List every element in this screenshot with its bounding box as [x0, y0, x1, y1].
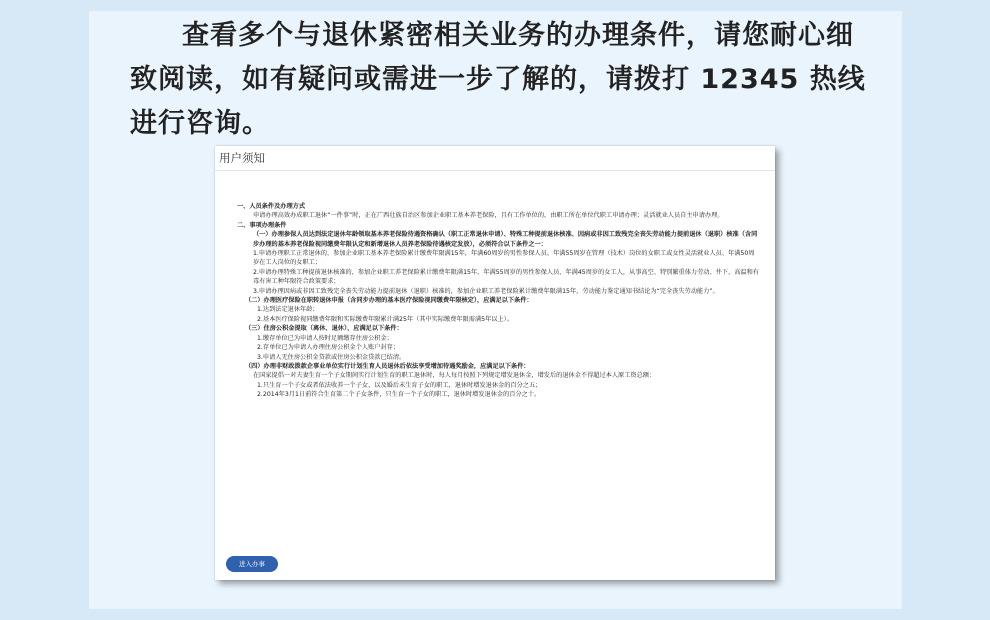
notice-paragraph: 1.只生育一个子女或者依法收养一个子女，以及婚后未生育子女的职工，退休时增发退休金的百分之五； — [257, 381, 542, 389]
notice-paragraph: 在国家提倡一对夫妻生育一个子女期间实行计划生育的职工退休时，每人每月按照下列规定增发退休金，增发后的退休金不得超过本人原工资总额： — [253, 372, 656, 380]
notice-paragraph: 3.申请人无住房公积金贷款或住房公积金贷款已结清。 — [257, 353, 406, 361]
notice-paragraph: 2.2014年3月1日前符合生育第二个子女条件，只生育一个子女的职工，退休时增发退休金的百分之十。 — [257, 391, 541, 399]
notice-paragraph: （四）办理非财政拨款企事业单位实行计划生育人员退休后依法享受增加待遇奖励金，应满足以下条件： — [245, 362, 530, 370]
notice-paragraph: 2.存单位已为申请人办理住房公积金个人账户封存； — [257, 344, 400, 352]
headline-body: 查看多个与退休紧密相关业务的办理条件，请您耐心细致阅读，如有疑问或需进一步了解的，请拨打 12345 热线进行咨询。 — [130, 20, 866, 139]
notice-paragraph: 2.申请办理特殊工种提前退休核准的，参加企业职工养老保险累计缴费年限满15年，年满55周岁的男性参保人员、年满45周岁的女工人，从事高空、特别繁重体力劳动、井下、高温和有毒有害工种年限符合政策要求； — [253, 268, 759, 286]
enter-service-button[interactable]: 进入办事 — [226, 556, 278, 572]
headline-text — [130, 14, 870, 146]
notice-paragraph: 2.基本医疗保险视同缴费年限和实际缴费年限累计满25年（其中实际缴费年限需满5年以上）。 — [257, 315, 513, 323]
notice-paragraph: 1.缴存单位已为申请人按时足额缴存住房公积金； — [257, 334, 393, 342]
panel-title: 用户须知 — [219, 151, 265, 165]
notice-paragraph: （二）办理医疗保险在职转退休申报（含同步办理的基本医疗保险视同缴费年限核定），应满足以下条件： — [245, 297, 533, 305]
notice-paragraph: 1.申请办理职工正常退休的，参加企业职工基本养老保险累计缴费年限满15年，年满60周岁的男性参保人员、年满55周岁在管理（技术）岗位的女职工或女性灵活就业人员、年满50周岁在工人岗位的女职工； — [253, 250, 755, 267]
user-notice-panel — [215, 146, 775, 580]
notice-content — [237, 202, 759, 400]
notice-paragraph: （三）住房公积金提取（离休、退休），应满足以下条件： — [245, 325, 403, 333]
notice-paragraph: 二、事项办理条件 — [237, 221, 287, 229]
notice-paragraph: 1.达到法定退休年龄； — [257, 306, 319, 314]
notice-paragraph: 一、人员条件及办理方式 — [237, 203, 306, 210]
notice-paragraph: （一）办理参保人员达到法定退休年龄领取基本养老保险待遇资格确认（职工正常退休申请）、特殊工种提前退休核准、因病或非因工致残完全丧失劳动能力提前退休（退职）核准（含同步办理的基本养老保险视同缴费年限认定和新增退休人员养老保险待遇核定发放），必须符合以下条件之一： — [253, 231, 758, 248]
notice-paragraph: 申请办理高效办成职工退休“一件事”时，正在广西壮族自治区参加企业职工基本养老保险，且有工作单位的，由职工所在单位代职工申请办理；灵活就业人员自主申请办理。 — [253, 212, 724, 220]
notice-paragraph: 3.申请办理因病或非因工致残完全丧失劳动能力提前退休（退职）核准的，参加企业职工养老保险累计缴费年限满15年，劳动能力鉴定通知书结论为“完全丧失劳动能力”。 — [253, 287, 719, 295]
panel-divider — [215, 170, 775, 171]
